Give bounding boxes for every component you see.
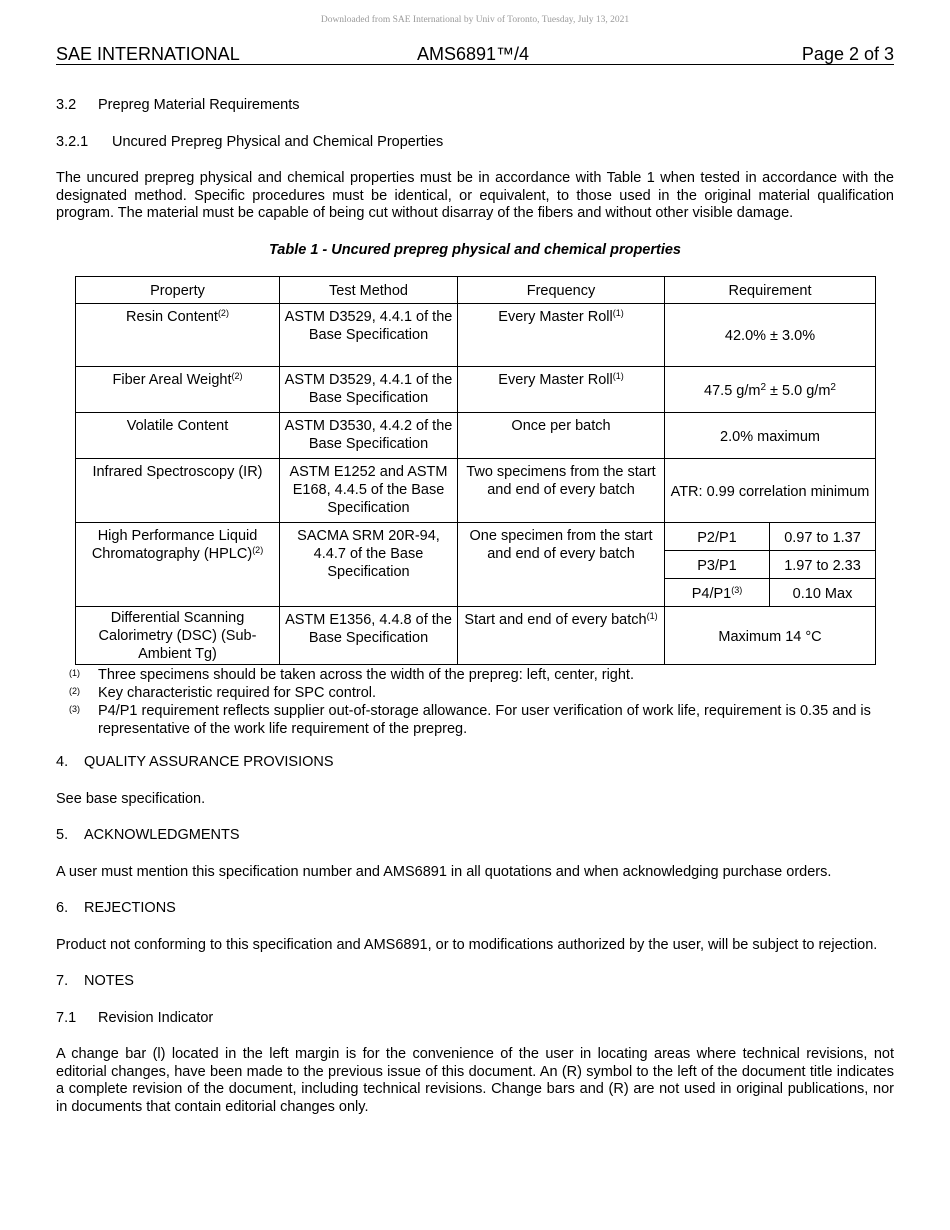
ratio-value-cell: 1.97 to 2.33 xyxy=(770,551,876,579)
section-7-1-body: A change bar (l) located in the left margin is for the convenience of the user in locating areas where technical revisions, not editorial changes, have been made to the previous issue of this document. An (R) symbol to the left of the document title indicates a complete revision of the document, including technical revisions. Change bars and (R) are not used in original publications, nor in documents that contain editorial changes only. xyxy=(56,1046,894,1115)
footnote-1 xyxy=(69,666,894,684)
frequency-cell: Once per batch xyxy=(458,413,665,459)
table-row-volatile-content xyxy=(76,413,876,459)
table-row-hplc xyxy=(76,523,876,551)
section-6-body: Product not conforming to this specification and AMS6891, or to modifications authorized by the user, will be subject to rejection. xyxy=(56,936,878,953)
column-header: Property xyxy=(76,277,280,304)
header-doc-number: AMS6891™/4 xyxy=(417,44,530,64)
ratio-value-cell: 0.10 Max xyxy=(770,579,876,607)
section-7-heading xyxy=(56,973,894,991)
property-cell: Resin Content$^{(2)}$ xyxy=(76,304,280,367)
requirement-cell: ATR: 0.99 correlation minimum xyxy=(665,459,876,523)
section-title: NOTES xyxy=(84,973,134,989)
method-cell: ASTM E1252 and ASTM E168, 4.4.5 of the Base Specification xyxy=(280,459,458,523)
property-cell: Infrared Spectroscopy (IR) xyxy=(76,459,280,523)
method-cell: ASTM E1356, 4.4.8 of the Base Specification xyxy=(280,607,458,665)
column-header: Test Method xyxy=(280,277,458,304)
method-cell: ASTM D3529, 4.4.1 of the Base Specification xyxy=(280,304,458,367)
section-6-heading xyxy=(56,900,894,918)
footnote-mark: (1) xyxy=(69,668,80,678)
table-footnotes xyxy=(69,666,894,738)
section-4-body: See base specification. xyxy=(56,790,206,807)
column-header: Frequency xyxy=(458,277,665,304)
property-cell: Fiber Areal Weight$^{(2)}$ xyxy=(76,367,280,413)
document-body xyxy=(56,97,894,1135)
property-cell: Differential Scanning Calorimetry (DSC) (Sub-Ambient Tg) xyxy=(76,607,280,665)
footnote-mark: (2) xyxy=(69,686,80,696)
ratio-label-cell: P4/P1$^{(3)}$ xyxy=(665,579,770,607)
section-3-2-heading xyxy=(56,97,894,115)
section-title: REJECTIONS xyxy=(84,900,176,916)
section-title: Uncured Prepreg Physical and Chemical Properties xyxy=(112,133,444,150)
properties-table xyxy=(75,276,876,665)
ratio-value-cell: 0.97 to 1.37 xyxy=(770,523,876,551)
footnote-2 xyxy=(69,684,894,702)
method-cell: ASTM D3529, 4.4.1 of the Base Specification xyxy=(280,367,458,413)
frequency-cell: Start and end of every batch$^{(1)}$ xyxy=(458,607,665,665)
method-cell: SACMA SRM 20R-94, 4.4.7 of the Base Specification xyxy=(280,523,458,607)
section-number: 5. xyxy=(56,827,69,843)
footnote-text: Three specimens should be taken across the width of the prepreg: left, center, right. xyxy=(98,667,634,683)
section-4-heading xyxy=(56,754,894,772)
section-5-body: A user must mention this specification number and AMS6891 in all quotations and when acknowledging purchase orders. xyxy=(56,863,832,880)
table-row-infrared-spectroscopy xyxy=(76,459,876,523)
download-watermark: Downloaded from SAE International by Univ of Toronto, Tuesday, July 13, 2021 xyxy=(320,15,630,25)
section-number: 3.2 xyxy=(56,97,77,113)
header-page-number: Page 2 of 3 xyxy=(801,44,894,64)
property-cell: Volatile Content xyxy=(76,413,280,459)
section-number: 3.2.1 xyxy=(56,133,89,150)
frequency-cell: Every Master Roll$^{(1)}$ xyxy=(458,367,665,413)
method-cell: ASTM D3530, 4.4.2 of the Base Specification xyxy=(280,413,458,459)
section-title: Prepreg Material Requirements xyxy=(98,97,300,113)
frequency-cell: Every Master Roll$^{(1)}$ xyxy=(458,304,665,367)
page-header xyxy=(56,44,894,65)
section-number: 4. xyxy=(56,754,69,770)
footnote-mark: (3) xyxy=(69,704,80,714)
column-header: Requirement xyxy=(665,277,876,304)
section-3-2-1-heading xyxy=(56,134,894,152)
table-caption: Table 1 - Uncured prepreg physical and chemical properties xyxy=(268,241,682,258)
table-row-fiber-areal-weight xyxy=(76,367,876,413)
requirement-cell: 42.0% ± 3.0% xyxy=(665,304,876,367)
footnote-text: Key characteristic required for SPC control. xyxy=(98,685,377,701)
table-row-resin-content xyxy=(76,304,876,367)
requirement-cell: Maximum 14 °C xyxy=(665,607,876,665)
section-number: 7. xyxy=(56,973,69,989)
footnote-3 xyxy=(69,702,894,738)
requirement-cell: 2.0% maximum xyxy=(665,413,876,459)
requirement-cell: 47.5 $g/m^2 \pm 5.0$ $g/m^2$ xyxy=(665,367,876,413)
section-5-heading xyxy=(56,827,894,845)
section-title: QUALITY ASSURANCE PROVISIONS xyxy=(84,754,334,770)
ratio-label-cell: P3/P1 xyxy=(665,551,770,579)
table-header-row xyxy=(76,277,876,304)
frequency-cell: One specimen from the start and end of every batch xyxy=(458,523,665,607)
section-number: 6. xyxy=(56,900,69,916)
ratio-label-cell: P2/P1 xyxy=(665,523,770,551)
footnote-text: P4/P1 requirement reflects supplier out-of-storage allowance. For user verification of work life, requirement is 0.35 and is representative of the work life requirement of the prepreg. xyxy=(98,703,871,737)
section-title: ACKNOWLEDGMENTS xyxy=(84,827,240,843)
property-cell: High Performance Liquid Chromatography (HPLC)$^{(2)}$ xyxy=(76,523,280,607)
section-number: 7.1 xyxy=(56,1009,77,1026)
section-3-2-1-body: The uncured prepreg physical and chemical properties must be in accordance with Table 1 when tested in accordance with the designated method. Specific procedures must be identical, or equivalent, to those used in the original material qualification program. The material must be capable of being cut without disarray of the fibers and without other visible damage. xyxy=(56,170,894,221)
section-7-1-heading xyxy=(56,1010,894,1028)
frequency-cell: Two specimens from the start and end of every batch xyxy=(458,459,665,523)
table-row-dsc xyxy=(76,607,876,665)
header-org: SAE INTERNATIONAL xyxy=(56,44,240,64)
section-title: Revision Indicator xyxy=(98,1009,214,1026)
